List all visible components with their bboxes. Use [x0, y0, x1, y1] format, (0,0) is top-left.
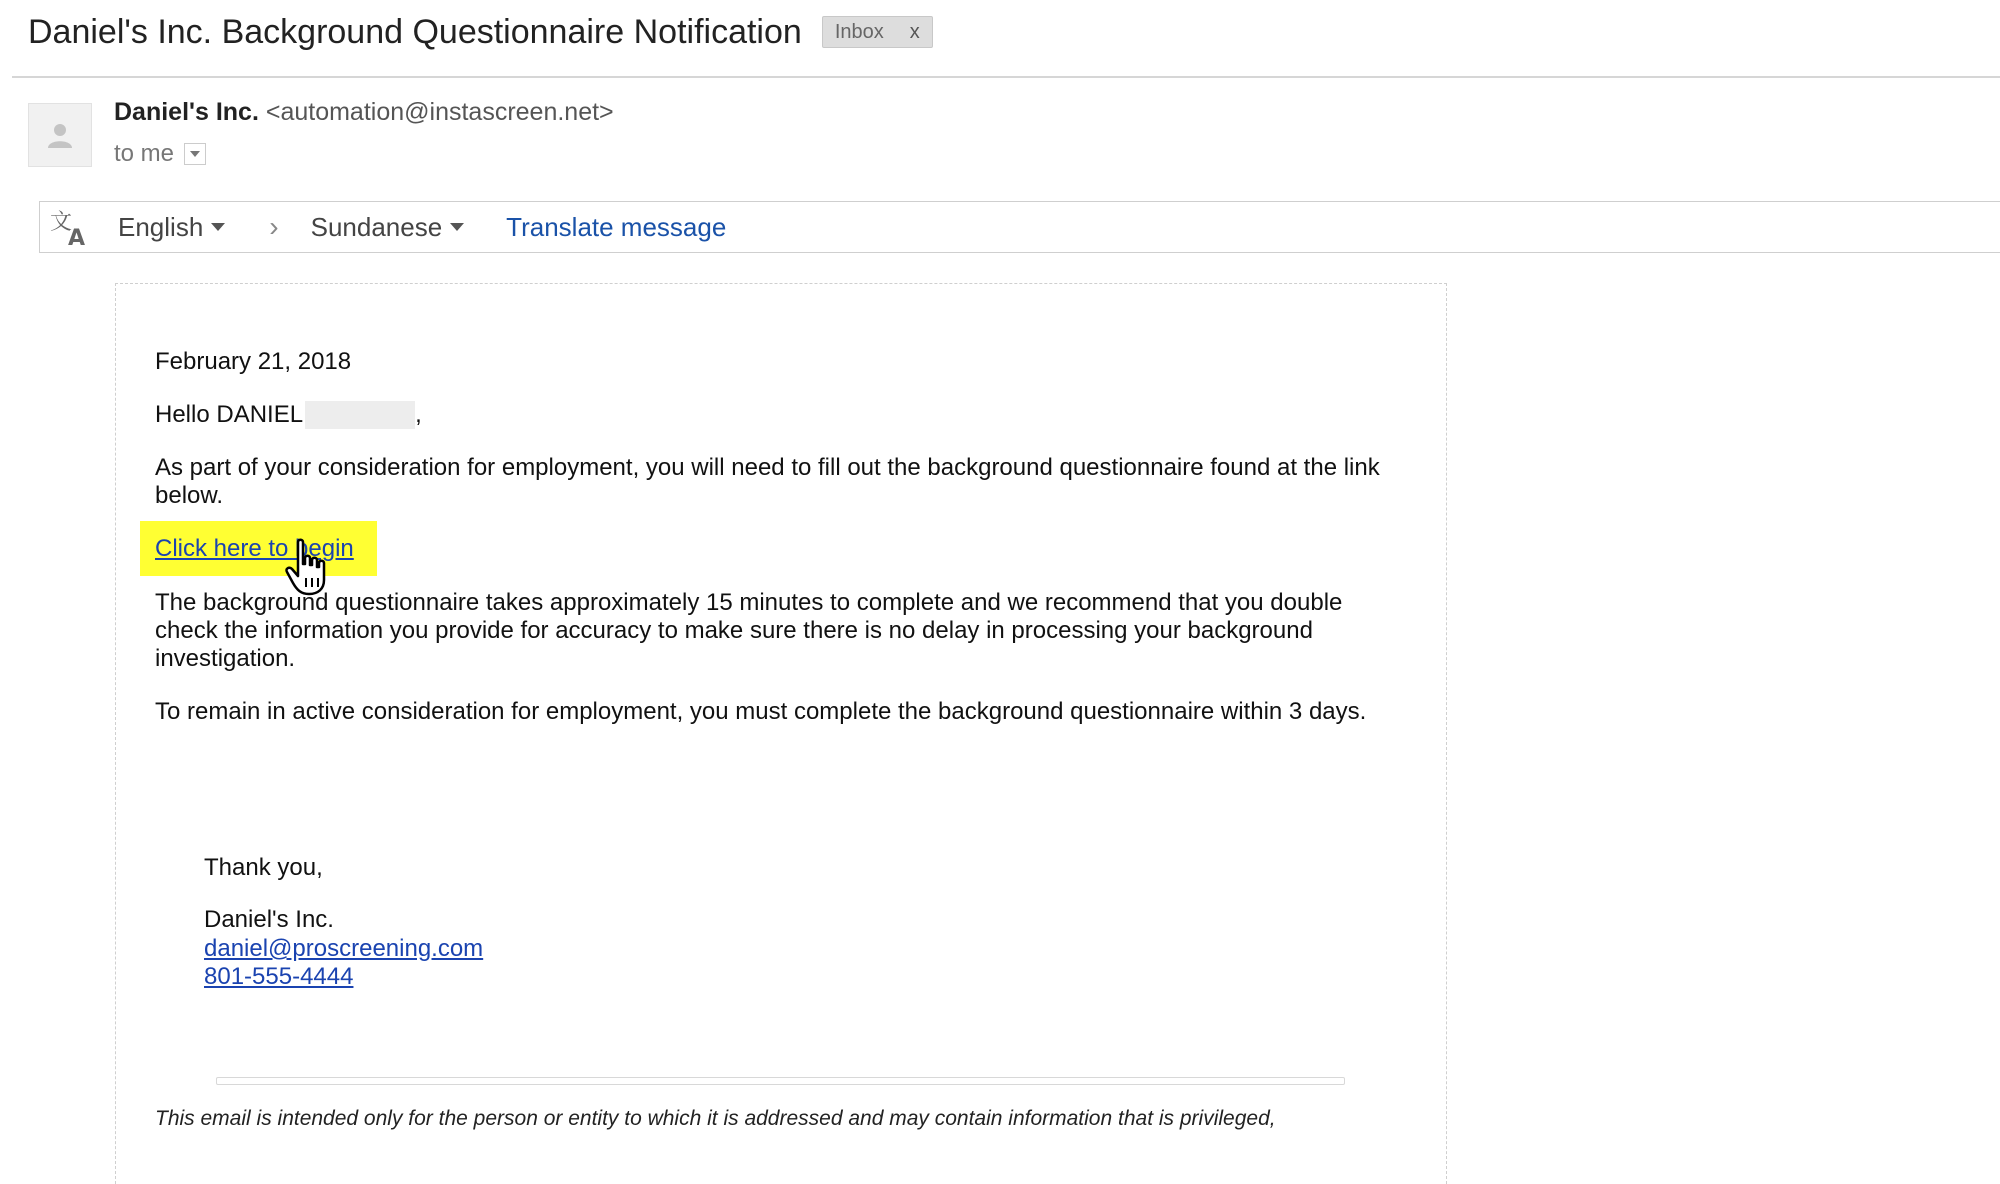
- recipient-details-dropdown[interactable]: [184, 143, 206, 165]
- inbox-label-text: Inbox: [834, 20, 884, 43]
- translate-bar: [39, 201, 2000, 253]
- email-date: February 21, 2018: [155, 348, 352, 375]
- recipient-line: [114, 140, 206, 168]
- source-language-select[interactable]: [118, 212, 225, 243]
- signature-phone-link[interactable]: 801-555-4444: [204, 963, 354, 990]
- deadline-paragraph: To remain in active consideration for employment, you must complete the background questionnaire within 3 days.: [155, 698, 1367, 725]
- target-language-select[interactable]: [311, 212, 465, 243]
- sender-line: [114, 98, 614, 127]
- redacted-name: [305, 401, 415, 429]
- remove-label-button[interactable]: x: [909, 20, 920, 43]
- caret-down-icon: [211, 223, 225, 231]
- sender-email: <automation@instascreen.net>: [265, 98, 614, 126]
- greeting: [155, 401, 422, 429]
- target-language-label: Sundanese: [310, 211, 443, 242]
- sender-name[interactable]: Daniel's Inc.: [114, 98, 259, 126]
- chevron-down-icon: [190, 151, 200, 157]
- footer-divider: [216, 1077, 1345, 1085]
- svg-text:A: A: [68, 226, 86, 249]
- person-icon: [45, 120, 75, 150]
- svg-text:文: 文: [50, 210, 73, 235]
- greeting-text: Hello DANIEL: [155, 401, 304, 428]
- disclaimer-text: This email is intended only for the person or entity to which it is addressed and may contain information that is privileged,: [155, 1107, 1276, 1130]
- signature-company: Daniel's Inc.: [204, 906, 334, 933]
- header-divider: [12, 76, 2000, 78]
- intro-paragraph: As part of your consideration for employment, you will need to fill out the background questionnaire found at the link below.: [155, 454, 1380, 509]
- recipient-text: to me: [114, 140, 175, 167]
- translate-icon: [48, 205, 92, 249]
- signoff-thanks: Thank you,: [204, 854, 323, 881]
- begin-questionnaire-link[interactable]: Click here to begin: [155, 535, 354, 562]
- inbox-label[interactable]: [822, 16, 933, 48]
- greeting-comma: ,: [415, 401, 422, 428]
- signature-email-link[interactable]: daniel@proscreening.com: [204, 935, 484, 962]
- source-language-label: English: [118, 211, 204, 242]
- subject-row: [28, 10, 933, 54]
- sender-avatar: [28, 103, 92, 167]
- time-paragraph: The background questionnaire takes approximately 15 minutes to complete and we recommend that you double check the information you provide for accuracy to make sure there is no delay in processing your background investigation.: [155, 589, 1343, 672]
- chevron-right-icon: ›: [269, 211, 279, 242]
- translate-message-link[interactable]: Translate message: [506, 211, 727, 242]
- caret-down-icon: [450, 223, 464, 231]
- email-subject: Daniel's Inc. Background Questionnaire Notification: [28, 12, 802, 51]
